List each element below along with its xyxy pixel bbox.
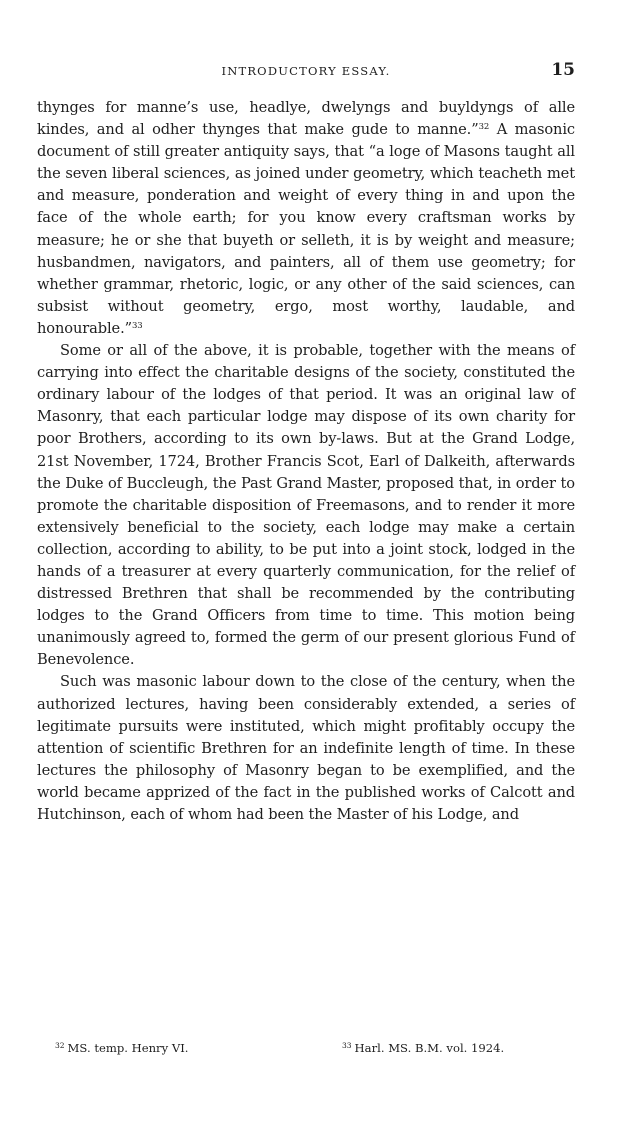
footnote-33	[342, 1041, 504, 1055]
page-number: 15	[551, 60, 575, 80]
footnotes	[55, 1041, 555, 1061]
page-header	[37, 60, 575, 84]
footnote-mark: 32	[55, 1041, 65, 1050]
paragraph-1-text-a: thynges for manne’s use, headlye, dwelyngs and buyldyngs of alle kindes, and al odher thynges that make gude to manne.”	[37, 99, 575, 139]
paragraph-2: Some or all of the above, it is probable, together with the means of carrying into effect the charitable designs of the society, constituted the ordinary labour of the lodges of that period. It was an original law of Masonry, that each particular lodge may dispose of its own charity for poor Brothers, according to its own by-laws. But at the Grand Lodge, 21st November, 1724, Brother Francis Scot, Earl of Dalkeith, afterwards the Duke of Buccleugh, the Past Grand Master, proposed that, in order to promote the charitable disposition of Freemasons, and to render it more extensively beneficial to the society, each lodge may make a certain collection, according to ability, to be put into a joint stock, lodged in the hands of a treasurer at every quarterly communication, for the relief of distressed Brethren that shall be recommended by the contributing lodges to the Grand Officers from time to time. This motion being unanimously agreed to, formed the germ of our present glorious Fund of Benevolence.	[37, 342, 575, 669]
footnote-mark: 33	[342, 1041, 352, 1050]
footnote-ref-32: 32	[478, 122, 490, 133]
body-text	[37, 97, 575, 826]
footnote-ref-33: 33	[132, 320, 143, 331]
paragraph-1	[37, 97, 575, 340]
paragraph-1-text-b: A masonic document of still greater antiquity says, that “a loge of Masons taught all the seven liberal sciences, as joined under geometry, which teacheth met and measure, ponderation and weight of every thing in and upon the face of the whole earth; for you know every craftsman works by measure; he or she that buyeth or selleth, it is by weight and measure; husbandmen, navigators, and painters, all of them use geometry; for whether grammar, rhetoric, logic, or any other of the said sciences, can subsist without geometry, ergo, most worthy, laudable, and honourable.”	[37, 121, 576, 337]
footnote-32	[55, 1041, 188, 1055]
paragraph-3: Such was masonic labour down to the close of the century, when the authorized lectures, having been considerably extended, a series of legitimate pursuits were instituted, which might profitably occupy the attention of scientific Brethren for an indefinite length of time. In these lectures the philosophy of Masonry began to be exemplified, and the world became apprized of the fact in the published works of Calcott and Hutchinson, each of whom had been the Master of his Lodge, and	[37, 673, 575, 823]
footnote-text: MS. temp. Henry VI.	[67, 1041, 189, 1055]
footnote-text: Harl. MS. B.M. vol. 1924.	[354, 1041, 505, 1055]
running-head: INTRODUCTORY ESSAY.	[221, 64, 391, 78]
